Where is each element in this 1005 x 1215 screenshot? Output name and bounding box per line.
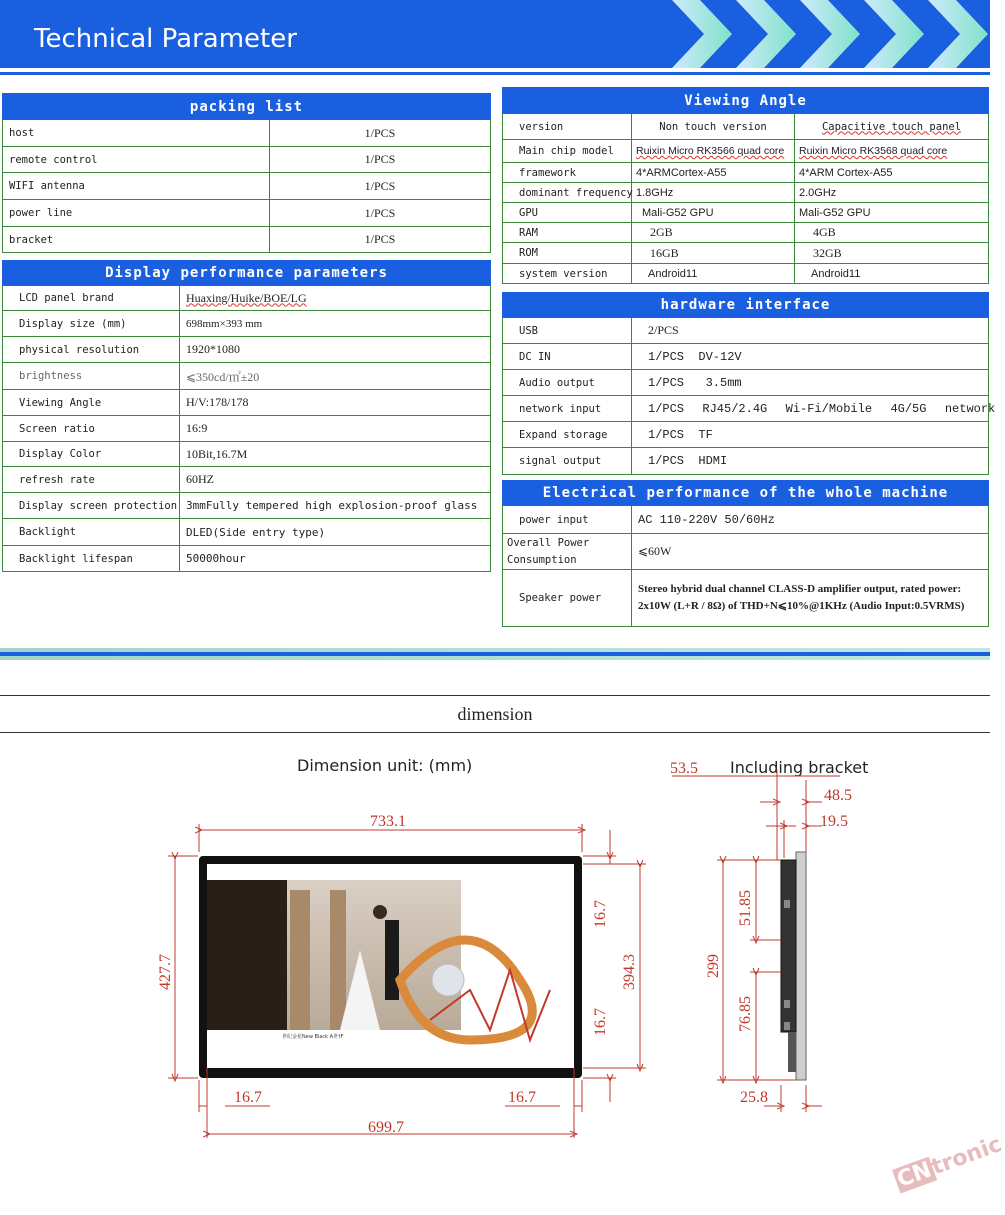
cell-key: Speaker power [503,570,632,627]
table-title: Electrical performance of the whole machine [503,481,989,506]
cell-touch: 4GB [795,223,989,243]
cell-value: 2/PCS [632,318,989,344]
table-row [3,442,491,467]
table-row [503,570,989,627]
viewing-angle-table [502,87,989,284]
cell-value: AC 110-220V 50/60Hz [632,506,989,534]
table-row [503,534,989,570]
cell-value: 1920*1080 [180,337,491,363]
table-row [503,318,989,344]
table-row [3,416,491,442]
cell-non-touch: 16GB [632,243,795,264]
dim-total-height: 427.7 [157,954,174,990]
cell-value: 1/PCS RJ45/2.4G Wi-Fi/Mobile 4G/5G network [632,396,989,422]
cell-touch: 2.0GHz [795,183,989,203]
cell-non-touch: Mali-G52 GPU [632,203,795,223]
screen-caption: 世纪金花New Black A世†F [282,1034,344,1040]
cell-touch: Ruixin Micro RK3568 quad core [795,140,989,163]
dim-side-h-top: 51.85 [737,890,754,926]
cell-value: 10Bit,16.7M [180,442,491,467]
dim-total-width: 733.1 [370,813,406,830]
table-row [3,467,491,493]
cell-key: Expand storage [503,422,632,448]
section-title: dimension [457,704,533,724]
table-title: packing list [3,94,491,120]
cell-qty: 1/PCS [270,227,491,253]
cell-value: 1/PCS TF [632,422,989,448]
table-row [503,140,989,163]
dim-bottom-left: 16.7 [234,1089,262,1106]
cell-value: 1/PCS 3.5mm [632,370,989,396]
table-row [503,422,989,448]
cell-key: Backlight lifespan [3,546,180,572]
cell-qty: 1/PCS [270,120,491,147]
cell-value: ⩽350cd/㎡±20 [180,363,491,390]
table-row [503,223,989,243]
dim-side-h-bot: 76.85 [737,996,754,1032]
cell-key: Backlight [3,519,180,546]
cell-key: Overall Power Consumption [503,534,632,570]
cell-key: Main chip model [503,140,632,163]
cell-value: 16:9 [180,416,491,442]
table-row [503,396,989,422]
divider [0,695,990,696]
table-row [503,344,989,370]
cell-key: Viewing Angle [3,390,180,416]
bracket-label: Including bracket [730,758,869,777]
cell-key: signal output [503,448,632,475]
monitor-side-view [781,852,806,1080]
col-header-touch: Capacitive touch panel [795,114,989,140]
divider [0,72,990,75]
cell-non-touch: 1.8GHz [632,183,795,203]
table-row [3,173,491,200]
cell-item: host [3,120,270,147]
table-row [503,243,989,264]
cell-key: framework [503,163,632,183]
brand-watermark: CNtronic [893,1131,1005,1193]
table-row [503,163,989,183]
dim-inner-width: 699.7 [368,1119,404,1136]
header-banner [0,0,990,68]
table-row [3,286,491,311]
dim-right-mid: 394.3 [621,954,638,990]
table-row [3,519,491,546]
table-row [3,147,491,173]
cell-key: Screen ratio [3,416,180,442]
dim-side-d2: 19.5 [820,813,848,830]
divider [0,656,990,660]
table-row [503,183,989,203]
cell-qty: 1/PCS [270,173,491,200]
dimension-drawing [0,740,990,1170]
table-header-row [503,114,989,140]
col-header-non-touch: Non touch version [632,114,795,140]
dimension-unit-label: Dimension unit: (mm) [297,756,473,775]
cell-touch: 32GB [795,243,989,264]
dim-side-h-total: 299 [705,954,722,978]
cell-item: bracket [3,227,270,253]
table-row [3,120,491,147]
cell-qty: 1/PCS [270,200,491,227]
cell-value: 60HZ [180,467,491,493]
table-row [3,227,491,253]
hardware-interface-table [502,292,996,475]
cell-value: 50000hour [180,546,491,572]
packing-list-table [2,93,491,253]
table-row [503,203,989,223]
cell-value: DLED(Side entry type) [180,519,491,546]
table-row [503,264,989,284]
cell-key: RAM [503,223,632,243]
cell-touch: 4*ARM Cortex-A55 [795,163,989,183]
col-header-version: version [503,114,632,140]
cell-value: 1/PCS HDMI [632,448,989,475]
cell-key: Audio output [503,370,632,396]
dim-side-w-bot: 25.8 [740,1089,768,1106]
table-row [3,493,491,519]
cell-key: USB [503,318,632,344]
cell-key: ROM [503,243,632,264]
cell-key: GPU [503,203,632,223]
table-row [503,370,989,396]
table-row [503,506,989,534]
cell-value: Huaxing/Huike/BOE/LG [180,286,491,311]
cell-key: refresh rate [3,467,180,493]
cell-touch: Android11 [795,264,989,284]
monitor-front-view [199,856,582,1078]
cell-key: DC IN [503,344,632,370]
cell-non-touch: Ruixin Micro RK3566 quad core [632,140,795,163]
cell-non-touch: 4*ARMCortex-A55 [632,163,795,183]
display-params-table [2,260,491,572]
bracket-depth-label: 53.5 [670,760,698,777]
cell-key: Display Color [3,442,180,467]
table-row [3,337,491,363]
cell-key: physical resolution [3,337,180,363]
cell-value: 1/PCS DV-12V [632,344,989,370]
table-row [3,363,491,390]
cell-item: WIFI antenna [3,173,270,200]
divider [0,732,990,733]
table-title: Viewing Angle [503,88,989,114]
cell-key: Display screen protection [3,493,180,519]
cell-value: Stereo hybrid dual channel CLASS-D amplifier output, rated power: 2x10W (L+R / 8Ω) of THD+N⩽10%@1KHz (Audio Input:0.5VRMS) [632,570,989,627]
dim-right-top: 16.7 [592,900,609,928]
cell-value: 698mm×393 mm [180,311,491,337]
table-row [3,390,491,416]
cell-value: 3mmFully tempered high explosion-proof glass [180,493,491,519]
cell-item: power line [3,200,270,227]
table-row [3,200,491,227]
cell-key: Display size (mm) [3,311,180,337]
cell-key: system version [503,264,632,284]
cell-key: dominant frequency [503,183,632,203]
cell-non-touch: 2GB [632,223,795,243]
cell-qty: 1/PCS [270,147,491,173]
page-title: Technical Parameter [34,24,297,54]
dim-right-bot: 16.7 [592,1008,609,1036]
electrical-performance-table [502,480,989,627]
cell-key: network input [503,396,632,422]
table-row [503,448,989,475]
cell-value: ⩽60W [632,534,989,570]
cell-key: power input [503,506,632,534]
table-title: hardware interface [503,293,989,318]
cell-non-touch: Android11 [632,264,795,284]
dim-side-d1: 48.5 [824,787,852,804]
cell-key: LCD panel brand [3,286,180,311]
table-row [3,311,491,337]
cell-value: H/V:178/178 [180,390,491,416]
cell-key: brightness [3,363,180,390]
table-title: Display performance parameters [3,261,491,286]
cell-touch: Mali-G52 GPU [795,203,989,223]
table-row [3,546,491,572]
cell-item: remote control [3,147,270,173]
dim-bottom-right: 16.7 [508,1089,536,1106]
